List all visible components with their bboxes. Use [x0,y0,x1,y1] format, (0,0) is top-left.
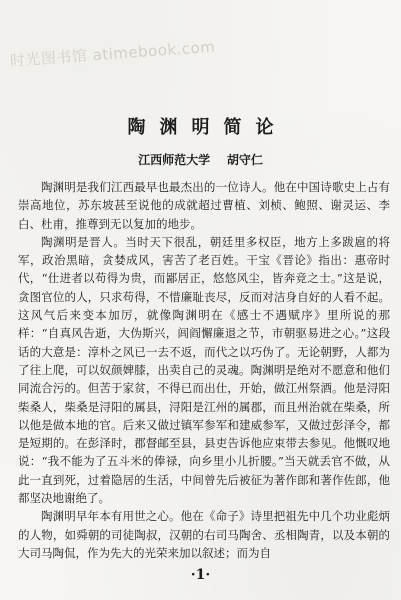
paragraph: 陶渊明早年本有用世之心。他在《命子》诗里把祖先中几个功业彪炳的人物，如舜朝的司徒陶叔，汉朝的右司马陶舍、丞相陶青，以及本朝的大司马陶侃，作为先大的光荣来加以叙述；而为自 [18,509,390,560]
paragraph: 陶渊明是晋人。当时天下很乱，朝廷里多权臣，地方上多跋扈的将军，政治黑暗，贪婪成风，害苦了老百姓。干宝《晋论》指出：惠帝时代，“仕进者以苟得为贵，而鄙居正，悠悠风尘，皆奔竞之士。”这是说，贪图官位的人，只求苟得，不惜廉耻丧尽，反而对洁身自好的人看不起。这风气后来变本加厉，就像陶渊明在《感士不遇赋序》里所说的那样：“自真风告逝，大伪斯兴，闾阎懈廉退之节，市朝驱易进之心。”这段话的大意是：淳朴之风已一去不返，而代之以巧伪了。无论朝野，人都为了往上爬，可以奴颜婢膝，出卖自己的灵魂。陶渊明是绝对不愿意和他们同流合污的。但苦于家贫，不得已而出仕，开始，做江州祭酒。他是浔阳柴桑人，柴桑是浔阳的属县，浔阳是江州的属郡，而且州治就在柴桑，所以他是做本地的官。后来又做过镇军参军和建威参军，又做过彭泽令，都是短期的。在彭泽时，郡督邮至县，县吏告诉他应束带去参见。他慨叹地说：“我不能为了五斗米的俸禄，向乡里小儿折腰。”当天就丢官不做，从此一直到死，过着隐居的生活，中间曾先后被征为著作郎和著作佐郎，他都坚决地谢绝了。 [18,234,390,506]
paragraph: 陶渊明是我们江西最早也最杰出的一位诗人。他在中国诗歌史上占有崇高地位，苏东坡甚至说他的成就超过曹植、刘桢、鲍照、谢灵运、李白、杜甫，推尊到无以复加的地步。 [18,180,390,231]
article-body [18,178,390,562]
page-number: ·1· [190,567,211,583]
author-line: 江西师范大学 胡守仁 [138,153,263,167]
watermark: 时光图书馆 atimebook.com [9,37,216,70]
article-title: 陶渊明简论 [127,117,288,138]
